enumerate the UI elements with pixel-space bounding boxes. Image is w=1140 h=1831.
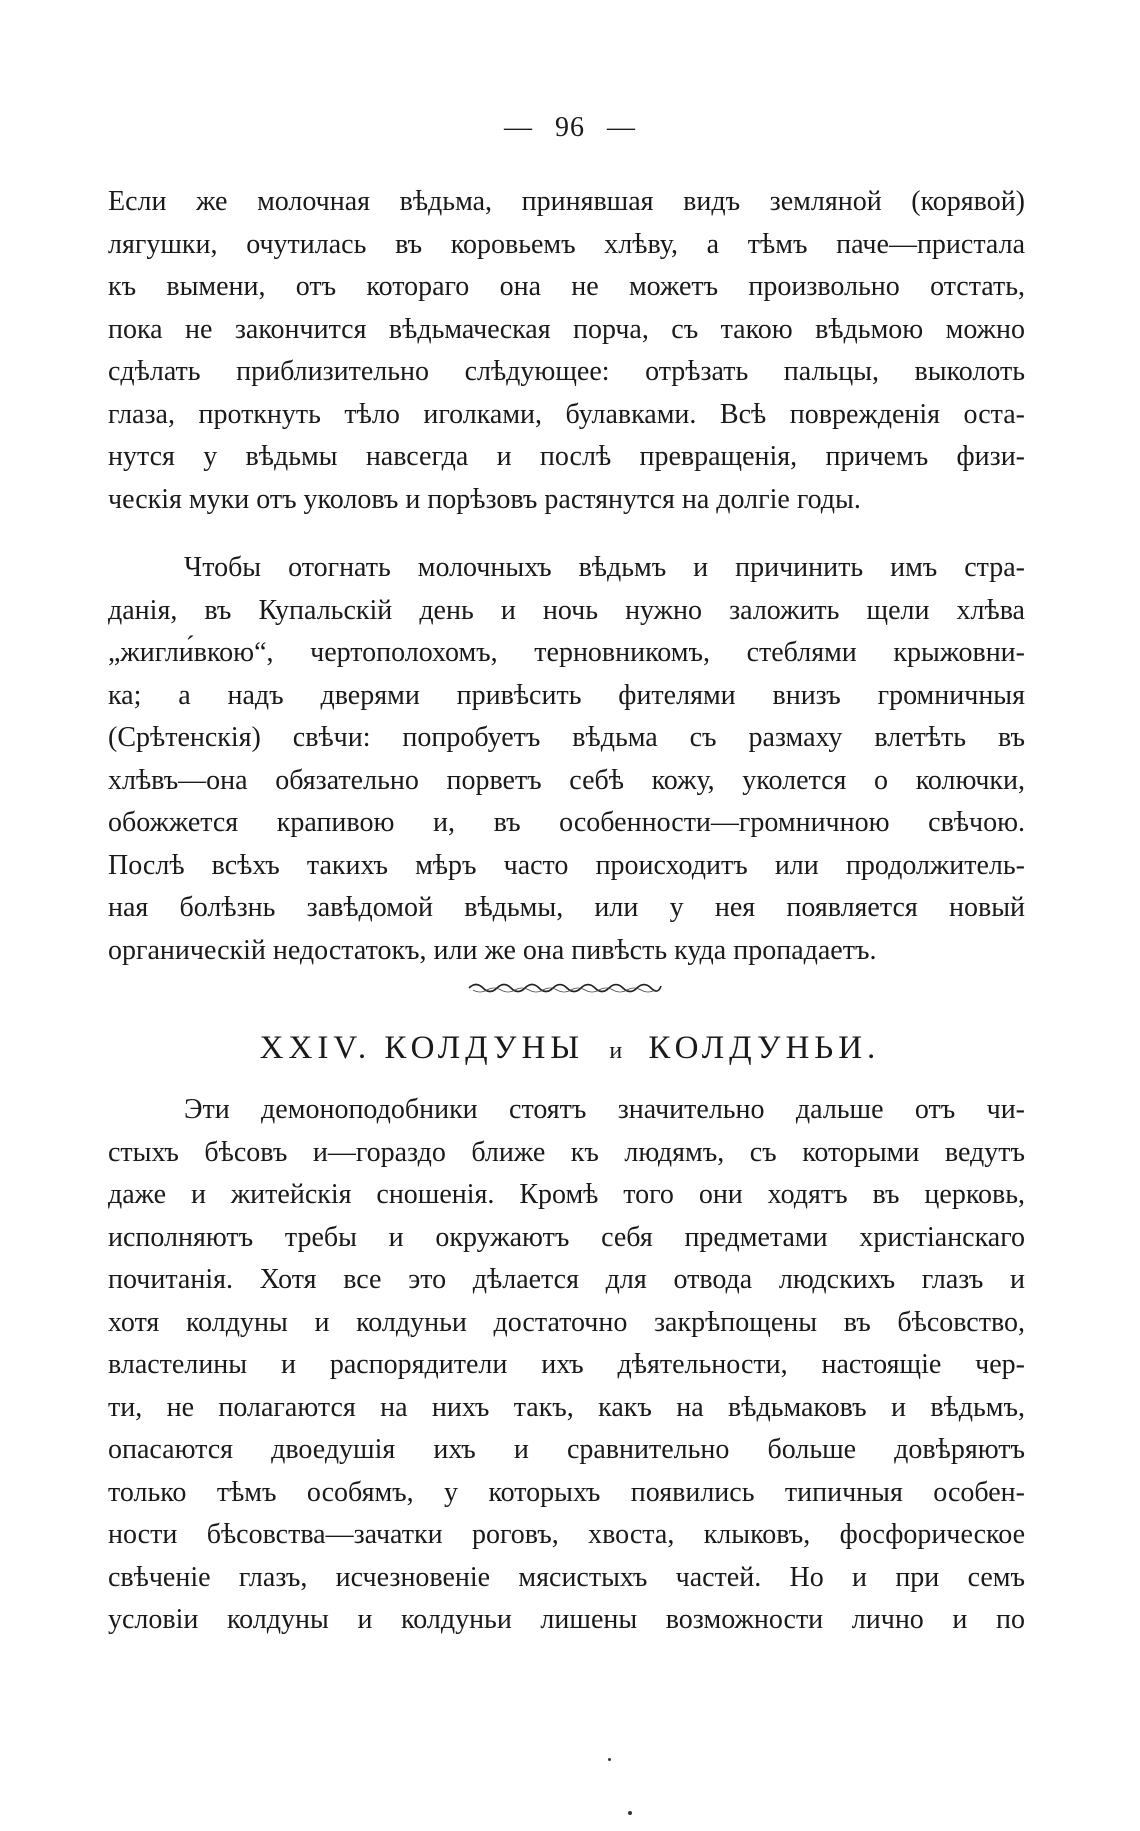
paragraph-2 [108, 547, 1025, 972]
section-numeral: XXIV. [259, 1030, 372, 1066]
page-number-header [0, 112, 1140, 144]
dash-left: — [504, 112, 533, 143]
section-title-part1: КОЛДУНЫ [384, 1030, 585, 1066]
text-line: ти, не полагаются на нихъ такъ, какъ на вѣдьмаковъ и вѣдьмъ, [108, 1391, 1025, 1423]
text-line: условіи колдуны и колдуньи лишены возможности лично и по [108, 1604, 1025, 1635]
text-line: стыхъ бѣсовъ и—гораздо ближе къ людямъ, съ которыми ведутъ [108, 1136, 1025, 1168]
text-line: данія, въ Купальскій день и ночь нужно заложить щели хлѣва [108, 594, 1025, 626]
text-line: хлѣвъ—она обязательно порветъ себѣ кожу, уколется о колючки, [108, 764, 1025, 796]
text-line: лягушки, очутилась въ коровьемъ хлѣву, а тѣмъ паче—пристала [108, 228, 1025, 260]
text-line: (Срѣтенскія) свѣчи: попробуетъ вѣдьма съ размаху влетѣть въ [108, 722, 1025, 753]
text-line: почитанія. Хотя все это дѣлается для отвода людскихъ глазъ и [108, 1264, 1025, 1295]
text-line: ная болѣзнь завѣдомой вѣдьмы, или у нея появляется новый [108, 892, 1025, 923]
text-line: ности бѣсовства—зачатки роговъ, хвоста, клыковъ, фосфорическое [108, 1519, 1025, 1550]
text-line: Эти демоноподобники стоятъ значительно дальше отъ чи- [184, 1094, 1025, 1125]
print-speck [628, 1811, 632, 1815]
text-line: ка; а надъ дверями привѣсить фителями внизъ громничныя [108, 679, 1025, 711]
wavy-divider-ornament [467, 978, 663, 996]
text-line: пока не закончится вѣдьмачеcкая порча, съ такою вѣдьмою можно [108, 313, 1025, 345]
text-line: органическій недостатокъ, или же она пивѣсть куда пропадаетъ. [108, 934, 877, 966]
text-line: „жигли́вкою“, чертополохомъ, терновникомъ, стеблями крыжовни- [108, 637, 1025, 668]
text-line: хотя колдуны и колдуньи достаточно закрѣпощены въ бѣсовство, [108, 1306, 1025, 1338]
text-line: исполняютъ требы и окружаютъ себя предметами христіанскаго [108, 1221, 1025, 1253]
text-line: сдѣлать приблизительно слѣдующее: отрѣзать пальцы, выколоть [108, 356, 1025, 387]
text-line: опасаются двоедушія ихъ и сравнительно больше довѣряютъ [108, 1434, 1025, 1465]
print-speck [608, 1758, 611, 1761]
text-line: Послѣ всѣхъ такихъ мѣръ часто происходитъ или продолжитель- [108, 849, 1025, 881]
section-heading [0, 1018, 1140, 1081]
text-line: только тѣмъ особямъ, у которыхъ появились типичныя особен- [108, 1476, 1025, 1508]
dash-right: — [607, 112, 636, 143]
text-line: даже и житейскія сношенія. Кромѣ того они ходятъ въ церковь, [108, 1179, 1025, 1210]
text-line: властелины и распорядители ихъ дѣятельности, настоящіе чер- [108, 1349, 1025, 1380]
text-line: Чтобы отогнать молочныхъ вѣдьмъ и причинить имъ стра- [184, 552, 1025, 583]
section-conjunction: и [609, 1038, 624, 1064]
section-title-part2: КОЛДУНЬИ. [648, 1030, 881, 1066]
text-line: глаза, проткнуть тѣло иголками, булавками. Всѣ поврежденія оста- [108, 398, 1025, 430]
text-line: Если же молочная вѣдьма, принявшая видъ земляной (корявой) [108, 186, 1025, 217]
page-number: 96 [555, 112, 585, 143]
text-line: ческія муки отъ уколовъ и порѣзовъ растянутся на долгіе годы. [108, 483, 861, 515]
text-line: къ вымени, отъ котораго она не можетъ произвольно отстать, [108, 271, 1025, 302]
text-line: свѣченіе глазъ, исчезновеніе мясистыхъ частей. Но и при семъ [108, 1561, 1025, 1593]
paragraph-1 [108, 181, 1025, 521]
paragraph-3 [108, 1089, 1025, 1642]
text-line: нутся у вѣдьмы навсегда и послѣ превращенія, причемъ физи- [108, 441, 1025, 472]
text-line: обожжется крапивою и, въ особенности—громничною свѣчою. [108, 807, 1025, 838]
